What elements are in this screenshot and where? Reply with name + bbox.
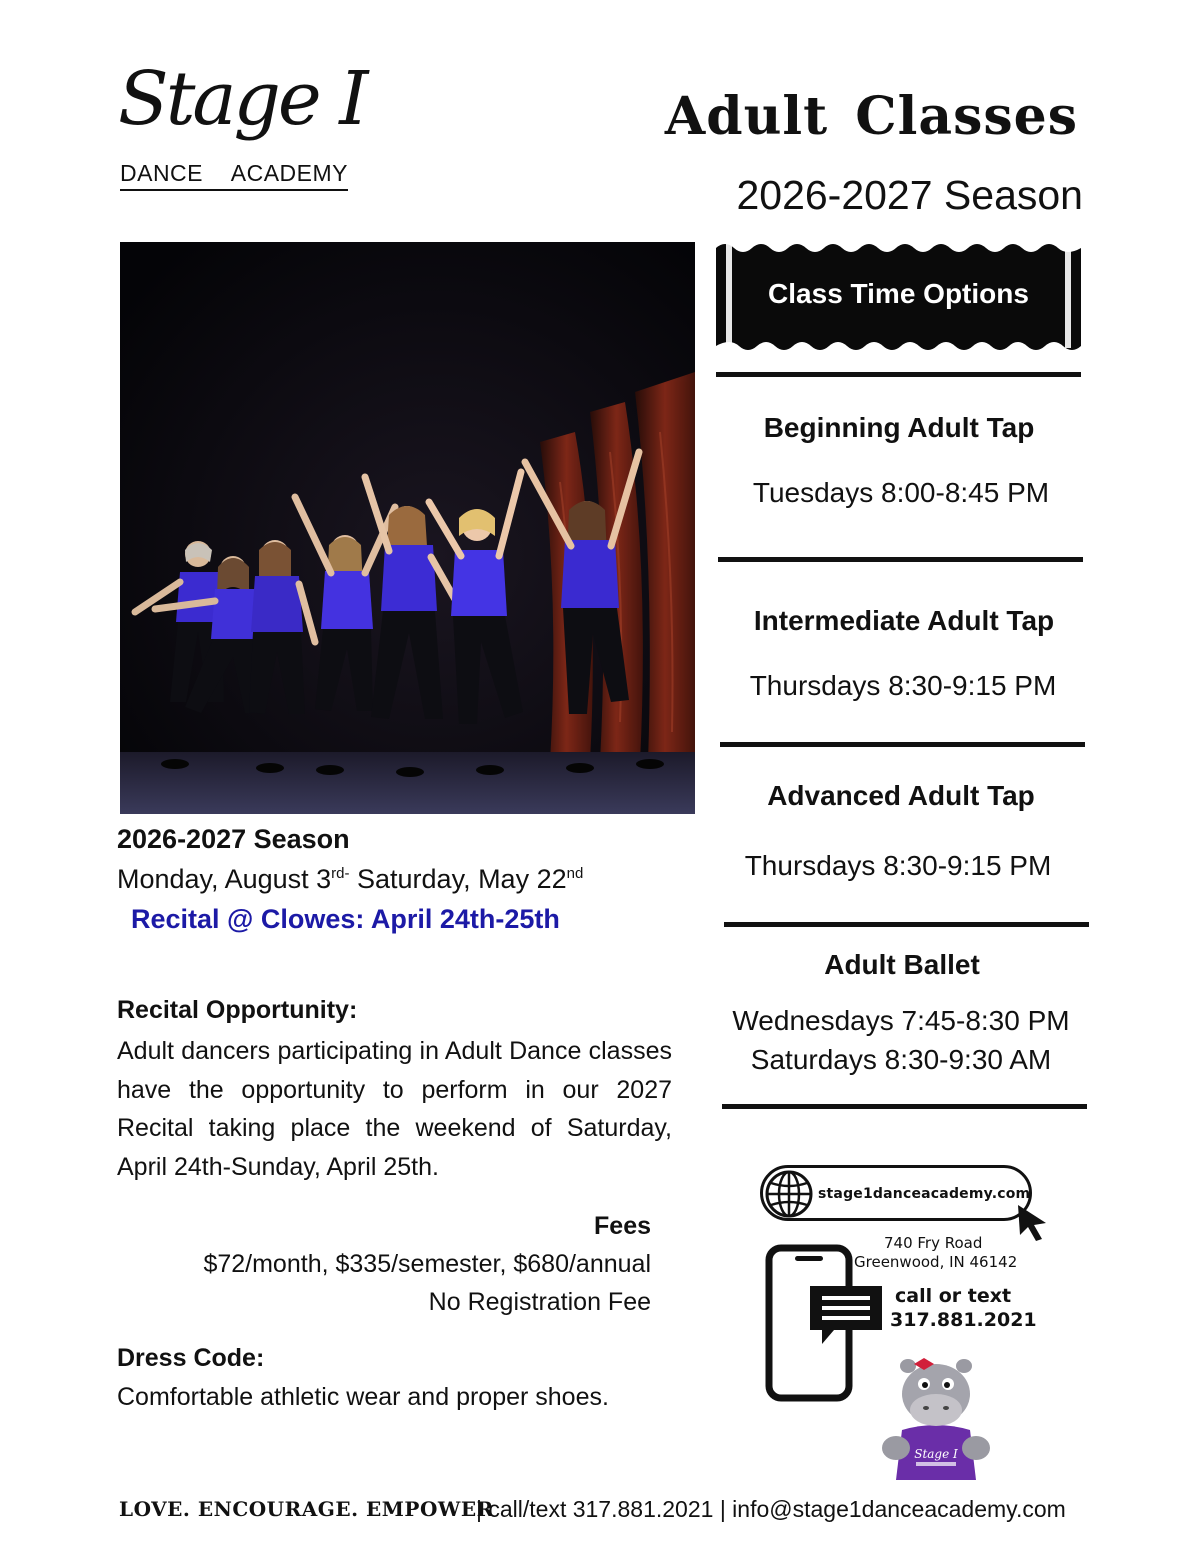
mascot-shirt-logo: Stage I	[914, 1447, 958, 1461]
fees-registration: No Registration Fee	[428, 1288, 651, 1316]
divider-rule	[724, 922, 1089, 927]
logo-word-dance: DANCE	[120, 160, 204, 186]
class-name-adult-ballet: Adult Ballet	[824, 949, 980, 980]
fees-prices: $72/month, $335/semester, $680/annual	[203, 1250, 651, 1278]
class-time-options-label: Class Time Options	[768, 278, 1029, 309]
fees-heading: Fees	[594, 1212, 651, 1240]
season-date-start-suffix: rd-	[331, 865, 350, 882]
divider-rule	[720, 742, 1085, 747]
footer-contact: | call/text 317.881.2021 | info@stage1danceacademy.com	[476, 1496, 1066, 1522]
address-street: 740 Fry Road	[884, 1234, 983, 1252]
message-bubble-icon	[806, 1282, 886, 1348]
logo-subtitle	[120, 160, 348, 191]
class-time-intermediate-tap: Thursdays 8:30-9:15 PM	[749, 670, 1057, 701]
divider-rule	[716, 372, 1081, 377]
academy-logo	[118, 56, 388, 202]
class-time-adult-ballet-wed: Wednesdays 7:45-8:30 PM	[732, 1005, 1070, 1036]
page-title: Adult Classes	[664, 86, 1078, 147]
season-dates	[117, 864, 583, 895]
hippo-mascot-image	[880, 1350, 992, 1480]
season-date-end: Saturday, May 22	[349, 864, 567, 894]
address-city: Greenwood, IN 46142	[854, 1253, 1018, 1271]
cursor-arrow-icon	[1016, 1203, 1050, 1243]
divider-rule	[718, 557, 1083, 562]
class-time-adult-ballet-sat: Saturdays 8:30-9:30 AM	[750, 1044, 1052, 1075]
season-date-start: Monday, August 3	[117, 864, 332, 894]
dancers-photo	[120, 242, 695, 814]
website-link[interactable]: stage1danceacademy.com	[818, 1186, 1031, 1202]
class-time-beginning-tap: Tuesdays 8:00-8:45 PM	[752, 477, 1050, 508]
season-heading: 2026-2027 Season	[117, 824, 350, 854]
recital-opportunity-heading: Recital Opportunity:	[117, 996, 358, 1024]
class-name-beginning-tap: Beginning Adult Tap	[763, 412, 1035, 443]
class-name-intermediate-tap: Intermediate Adult Tap	[753, 605, 1055, 636]
call-or-text-label: call or text	[895, 1285, 1012, 1307]
footer-slogan: LOVE. ENCOURAGE. EMPOWER	[119, 1497, 494, 1521]
recital-opportunity-text: Adult dancers participating in Adult Dance classes have the opportunity to perform in our 2027 Recital taking place the weekend of Saturday, April 24th-Sunday, April 25th.	[117, 1037, 672, 1181]
season-subtitle: 2026-2027 Season	[736, 172, 1083, 218]
globe-icon	[764, 1169, 814, 1219]
dress-code-text: Comfortable athletic wear and proper shoes.	[117, 1383, 609, 1411]
logo-script-text: Stage I	[118, 56, 366, 142]
recital-date-line: Recital @ Clowes: April 24th-25th	[131, 904, 560, 934]
season-date-end-suffix: nd	[566, 865, 584, 882]
divider-rule	[722, 1104, 1087, 1109]
dress-code-heading: Dress Code:	[117, 1344, 265, 1372]
phone-number[interactable]: 317.881.2021	[890, 1309, 1037, 1331]
class-time-advanced-tap: Thursdays 8:30-9:15 PM	[744, 850, 1052, 881]
class-name-advanced-tap: Advanced Adult Tap	[767, 780, 1035, 811]
logo-word-academy: ACADEMY	[230, 160, 348, 186]
